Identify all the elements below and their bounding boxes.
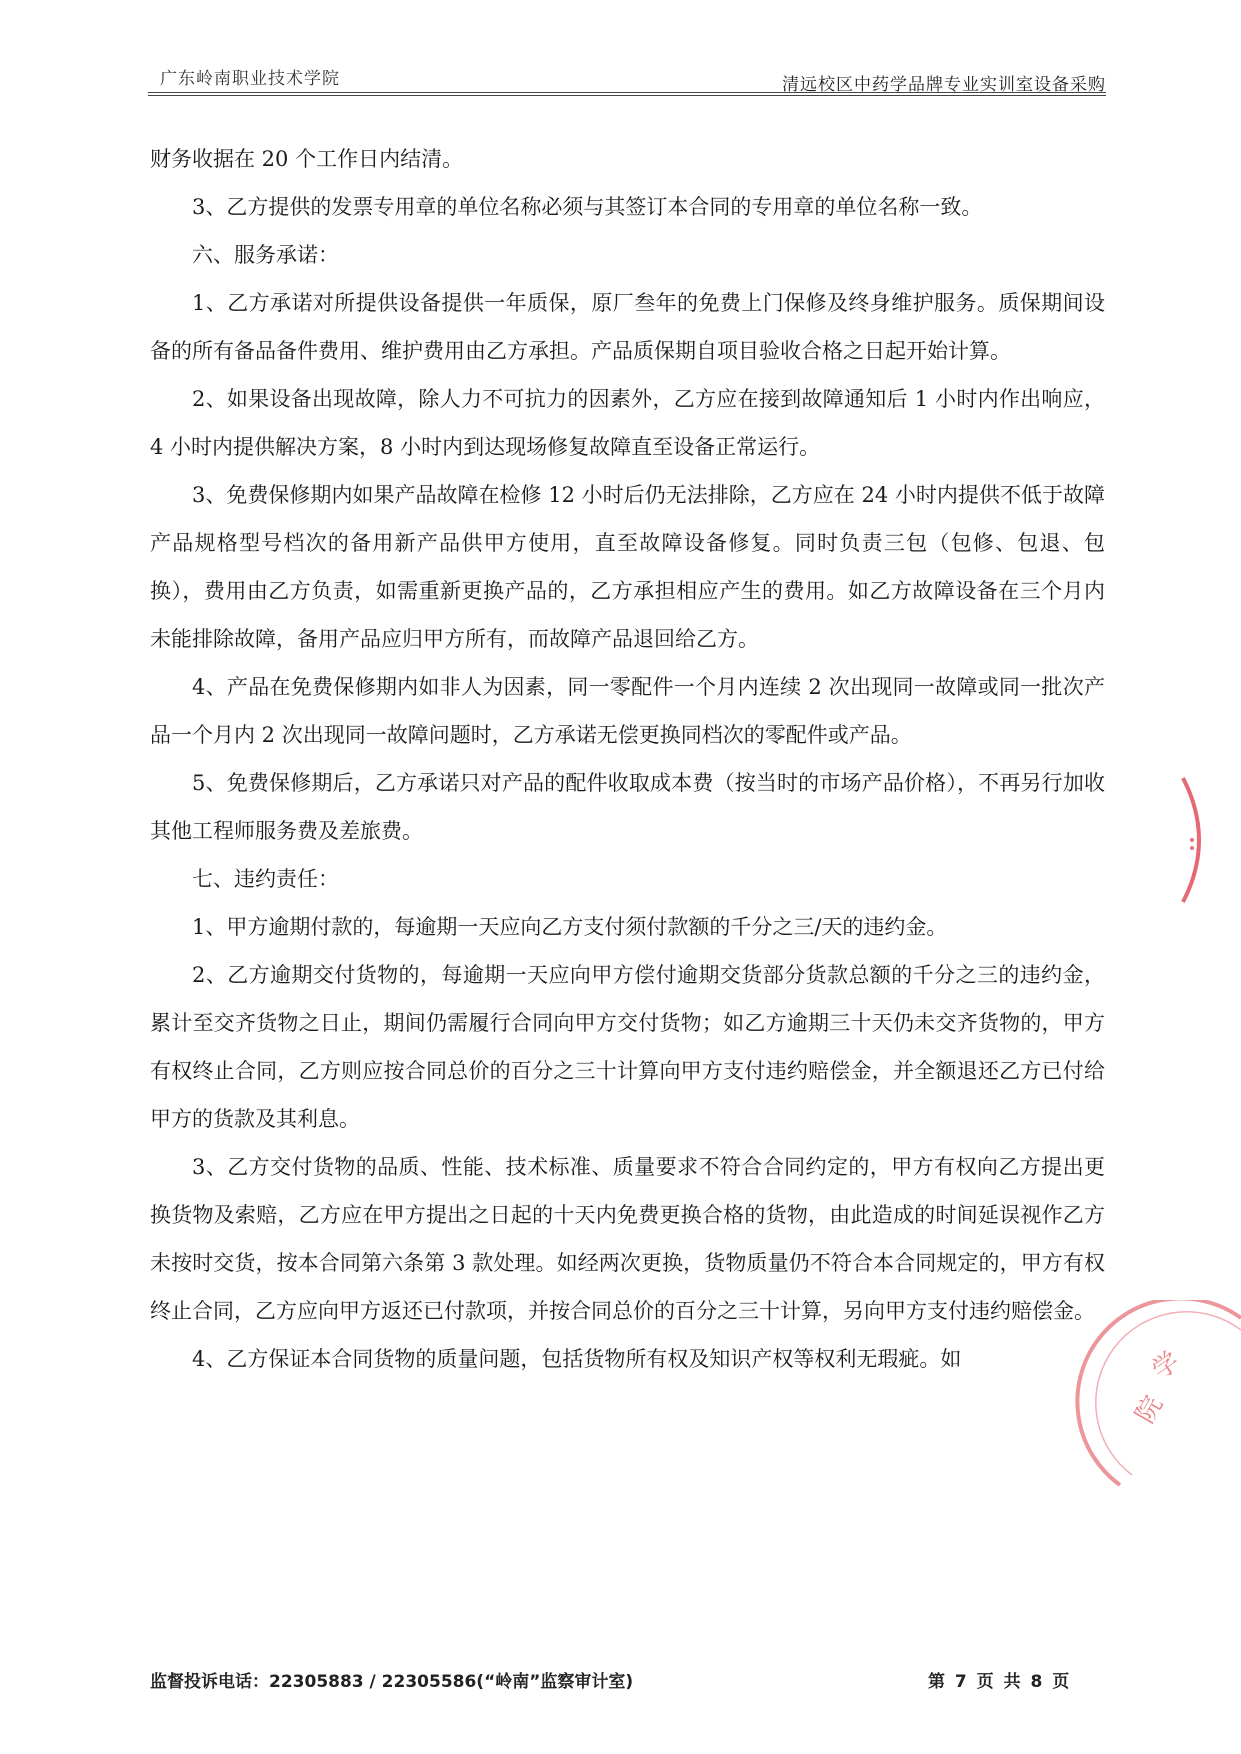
paragraph: 3、乙方交付货物的品质、性能、技术标准、质量要求不符合合同约定的，甲方有权向乙方提出更换货物及索赔，乙方应在甲方提出之日起的十天内免费更换合格的货物，由此造成的时间延误视作乙方未按时交货，按本合同第六条第 3 款处理。如经两次更换，货物质量仍不符合本合同规定的，甲方有权终止合同，乙方应向甲方返还已付款项，并按合同总价的百分之三十计算，另向甲方支付违约赔偿金。 bbox=[150, 1155, 1105, 1323]
header-divider bbox=[148, 92, 1106, 93]
seal-arc bbox=[1183, 778, 1199, 902]
header-divider-secondary bbox=[148, 95, 1106, 96]
paragraph: 2、如果设备出现故障，除人力不可抗力的因素外，乙方应在接到故障通知后 1 小时内作出响应，4 小时内提供解决方案，8 小时内到达现场修复故障直至设备正常运行。 bbox=[150, 387, 1105, 459]
header-institution: 广东岭南职业技术学院 bbox=[160, 69, 340, 89]
seal-lettering: 院 bbox=[1130, 1390, 1170, 1429]
paragraph: 3、免费保修期内如果产品故障在检修 12 小时后仍无法排除，乙方应在 24 小时内提供不低于故障产品规格型号档次的备用新产品供甲方使用，直至故障设备修复。同时负责三包（包修、包退、包换），费用由乙方负责，如需重新更换产品的，乙方承担相应产生的费用。如乙方故障设备在三个月内未能排除故障，备用产品应归甲方所有，而故障产品退回给乙方。 bbox=[150, 483, 1105, 651]
paragraph: 1、乙方承诺对所提供设备提供一年质保，原厂叁年的免费上门保修及终身维护服务。质保期间设备的所有备品备件费用、维护费用由乙方承担。产品质保期自项目验收合格之日起开始计算。 bbox=[150, 291, 1105, 363]
seal-lettering: 学 bbox=[1146, 1346, 1186, 1386]
paragraph: 2、乙方逾期交付货物的，每逾期一天应向甲方偿付逾期交货部分货款总额的千分之三的违约金，累计至交齐货物之日止，期间仍需履行合同向甲方交付货物；如乙方逾期三十天仍未交齐货物的，甲方有权终止合同，乙方则应按合同总价的百分之三十计算向甲方支付违约赔偿金，并全额退还乙方已付给甲方的货款及其利息。 bbox=[150, 963, 1105, 1131]
paragraph: 3、乙方提供的发票专用章的单位名称必须与其签订本合同的专用章的单位名称一致。 bbox=[192, 195, 983, 219]
header-project-title: 清远校区中药学品牌专业实训室设备采购 bbox=[782, 75, 1106, 95]
contract-body bbox=[150, 135, 1105, 1383]
paragraph: 财务收据在 20 个工作日内结清。 bbox=[150, 147, 464, 171]
paragraph: 1、甲方逾期付款的，每逾期一天应向乙方支付须付款额的千分之三/天的违约金。 bbox=[192, 915, 948, 939]
seal-inner-ring bbox=[1096, 1312, 1241, 1475]
paragraph: 5、免费保修期后，乙方承诺只对产品的配件收取成本费（按当时的市场产品价格），不再另行加收其他工程师服务费及差旅费。 bbox=[150, 771, 1105, 843]
footer-supervision-hotline: 监督投诉电话：22305883 / 22305586(“岭南”监察审计室) bbox=[150, 1672, 634, 1692]
seal-dot bbox=[1190, 846, 1194, 850]
seal-stamp-fragment bbox=[1175, 770, 1225, 910]
section-heading-liability: 七、违约责任： bbox=[192, 867, 339, 891]
section-heading-service: 六、服务承诺： bbox=[192, 243, 339, 267]
footer-page-number: 第 7 页 共 8 页 bbox=[928, 1672, 1072, 1692]
paragraph: 4、乙方保证本合同货物的质量问题，包括货物所有权及知识产权等权利无瑕疵。如 bbox=[192, 1347, 962, 1371]
seal-dot bbox=[1190, 838, 1194, 842]
paragraph: 4、产品在免费保修期内如非人为因素，同一零配件一个月内连续 2 次出现同一故障或同一批次产品一个月内 2 次出现同一故障问题时，乙方承诺无偿更换同档次的零配件或产品。 bbox=[150, 675, 1105, 747]
